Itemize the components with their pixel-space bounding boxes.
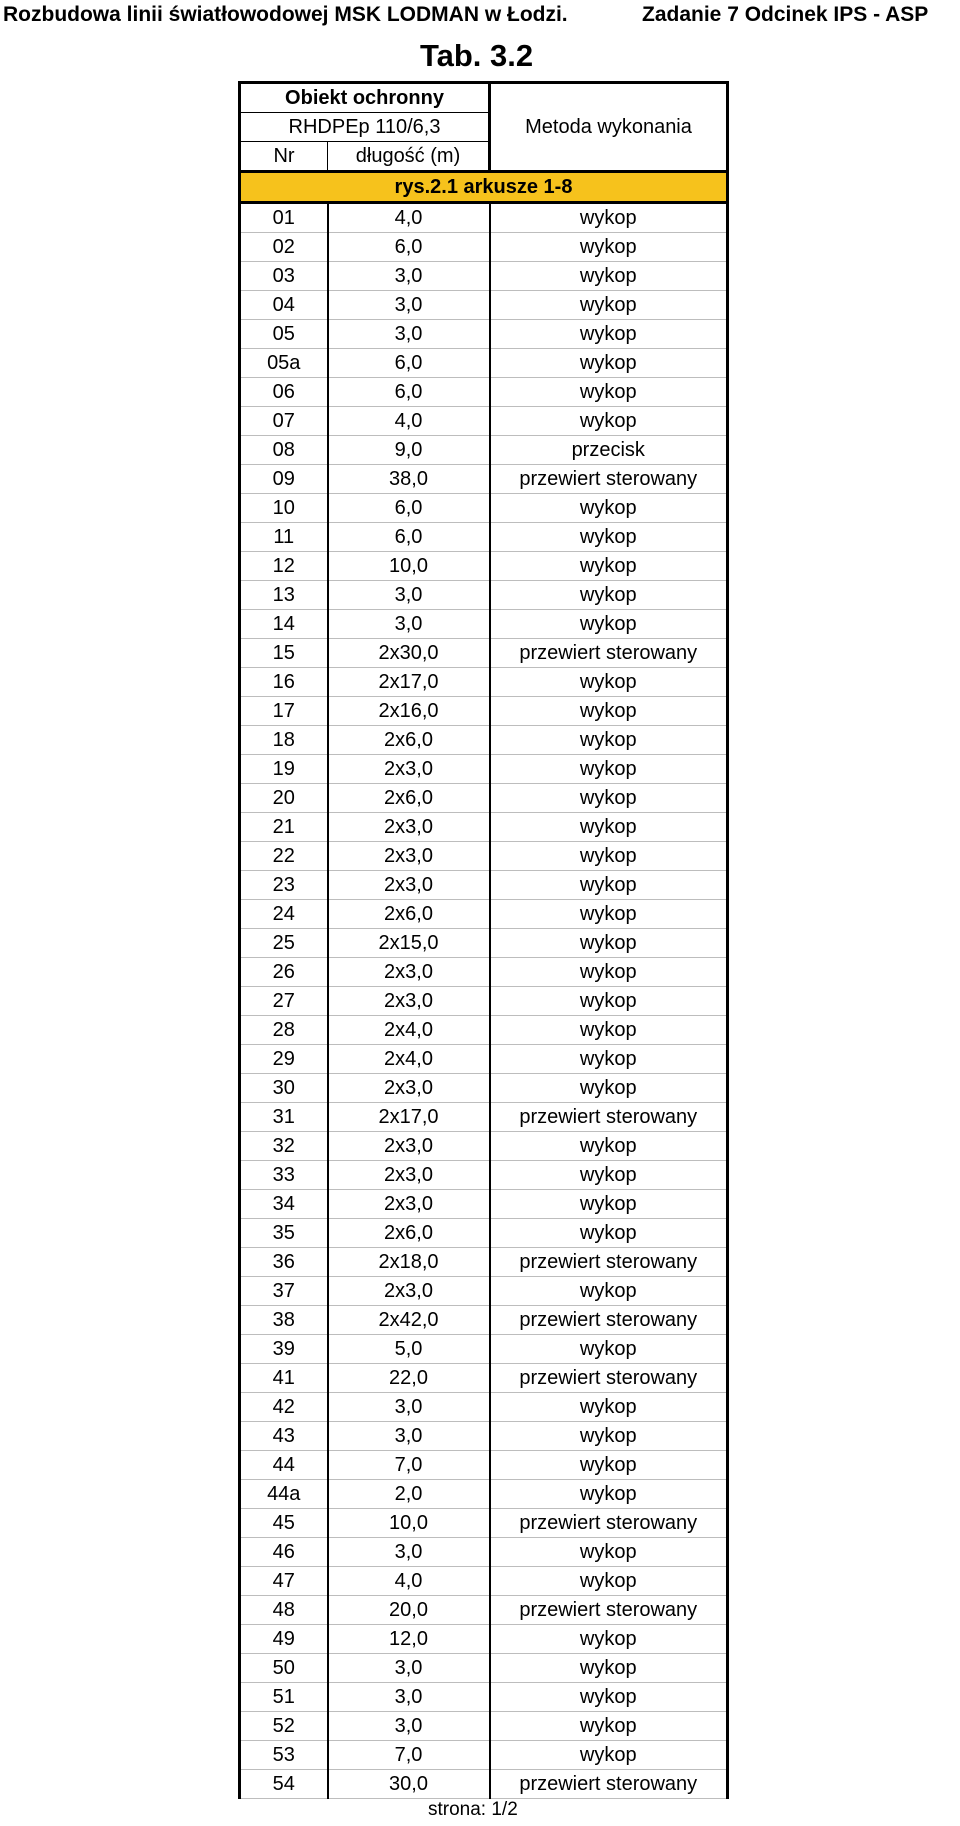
table-row [240, 494, 728, 523]
row-method-cell: wykop [490, 291, 728, 320]
row-length-cell: 4,0 [328, 1567, 490, 1596]
row-length-cell: 3,0 [328, 1422, 490, 1451]
row-method-cell: wykop [490, 1654, 728, 1683]
row-nr-cell: 09 [240, 465, 328, 494]
table-row [240, 784, 728, 813]
table-row [240, 958, 728, 987]
row-length-cell: 6,0 [328, 378, 490, 407]
row-nr-cell: 50 [240, 1654, 328, 1683]
row-length-cell: 3,0 [328, 1683, 490, 1712]
row-nr-cell: 04 [240, 291, 328, 320]
table-row [240, 1625, 728, 1654]
table-row [240, 1480, 728, 1509]
table-row [240, 1335, 728, 1364]
row-nr-cell: 48 [240, 1596, 328, 1625]
protective-objects-table [238, 81, 729, 1799]
row-method-cell: wykop [490, 755, 728, 784]
row-length-cell: 2x30,0 [328, 639, 490, 668]
row-nr-cell: 33 [240, 1161, 328, 1190]
row-method-cell: wykop [490, 1277, 728, 1306]
row-method-cell: wykop [490, 871, 728, 900]
table-row [240, 1509, 728, 1538]
row-length-cell: 10,0 [328, 552, 490, 581]
table-row [240, 1161, 728, 1190]
row-method-cell: wykop [490, 610, 728, 639]
row-nr-cell: 07 [240, 407, 328, 436]
table-row [240, 1277, 728, 1306]
row-method-cell: wykop [490, 1132, 728, 1161]
row-nr-cell: 26 [240, 958, 328, 987]
row-length-cell: 7,0 [328, 1451, 490, 1480]
row-method-cell: wykop [490, 900, 728, 929]
row-nr-cell: 05a [240, 349, 328, 378]
row-method-cell: wykop [490, 726, 728, 755]
row-nr-cell: 13 [240, 581, 328, 610]
table-row [240, 639, 728, 668]
row-nr-cell: 41 [240, 1364, 328, 1393]
row-nr-cell: 46 [240, 1538, 328, 1567]
row-nr-cell: 15 [240, 639, 328, 668]
table-title: Tab. 3.2 [420, 38, 534, 73]
row-nr-cell: 25 [240, 929, 328, 958]
row-length-cell: 38,0 [328, 465, 490, 494]
table-row [240, 233, 728, 262]
row-nr-cell: 45 [240, 1509, 328, 1538]
row-length-cell: 10,0 [328, 1509, 490, 1538]
row-nr-cell: 37 [240, 1277, 328, 1306]
row-length-cell: 6,0 [328, 494, 490, 523]
row-method-cell: przewiert sterowany [490, 1364, 728, 1393]
table-row [240, 1364, 728, 1393]
row-length-cell: 6,0 [328, 233, 490, 262]
row-nr-cell: 35 [240, 1219, 328, 1248]
row-nr-cell: 39 [240, 1335, 328, 1364]
table-row [240, 465, 728, 494]
row-length-cell: 3,0 [328, 1712, 490, 1741]
row-length-cell: 3,0 [328, 262, 490, 291]
row-method-cell: wykop [490, 1567, 728, 1596]
table-row [240, 929, 728, 958]
row-method-cell: wykop [490, 1683, 728, 1712]
row-length-cell: 2x3,0 [328, 1161, 490, 1190]
row-method-cell: wykop [490, 203, 728, 233]
row-nr-cell: 02 [240, 233, 328, 262]
row-length-cell: 30,0 [328, 1770, 490, 1799]
row-method-cell: wykop [490, 1422, 728, 1451]
row-length-cell: 3,0 [328, 1538, 490, 1567]
table-row [240, 668, 728, 697]
row-length-cell: 2x3,0 [328, 813, 490, 842]
row-length-cell: 2x18,0 [328, 1248, 490, 1277]
row-method-cell: wykop [490, 1045, 728, 1074]
row-method-cell: wykop [490, 1161, 728, 1190]
row-nr-cell: 18 [240, 726, 328, 755]
table-row [240, 349, 728, 378]
row-nr-cell: 31 [240, 1103, 328, 1132]
row-method-cell: przewiert sterowany [490, 1248, 728, 1277]
row-method-cell: wykop [490, 552, 728, 581]
table-row [240, 1016, 728, 1045]
row-length-cell: 3,0 [328, 1654, 490, 1683]
table-row [240, 842, 728, 871]
row-nr-cell: 51 [240, 1683, 328, 1712]
row-nr-cell: 20 [240, 784, 328, 813]
row-nr-cell: 29 [240, 1045, 328, 1074]
table-row [240, 610, 728, 639]
row-length-cell: 2x3,0 [328, 871, 490, 900]
row-nr-cell: 53 [240, 1741, 328, 1770]
table-header-row-object [240, 83, 728, 113]
table-row [240, 1306, 728, 1335]
row-method-cell: wykop [490, 262, 728, 291]
page-number: strona: 1/2 [428, 1799, 518, 1820]
row-nr-cell: 30 [240, 1074, 328, 1103]
object-label-cell: Obiekt ochronny [240, 83, 490, 113]
row-method-cell: wykop [490, 784, 728, 813]
row-nr-cell: 21 [240, 813, 328, 842]
row-nr-cell: 03 [240, 262, 328, 291]
row-method-cell: przewiert sterowany [490, 1509, 728, 1538]
row-method-cell: przewiert sterowany [490, 1306, 728, 1335]
row-method-cell: wykop [490, 929, 728, 958]
table-row [240, 1074, 728, 1103]
row-length-cell: 3,0 [328, 610, 490, 639]
row-method-cell: wykop [490, 320, 728, 349]
method-header-cell: Metoda wykonania [490, 83, 728, 172]
row-length-cell: 2x3,0 [328, 1074, 490, 1103]
row-method-cell: wykop [490, 407, 728, 436]
row-nr-cell: 01 [240, 203, 328, 233]
table-row [240, 900, 728, 929]
row-method-cell: wykop [490, 697, 728, 726]
row-method-cell: przewiert sterowany [490, 1103, 728, 1132]
table-row [240, 1654, 728, 1683]
table-row [240, 1219, 728, 1248]
table-row [240, 1103, 728, 1132]
row-length-cell: 9,0 [328, 436, 490, 465]
table-row [240, 1045, 728, 1074]
section-row [240, 172, 728, 203]
row-method-cell: wykop [490, 813, 728, 842]
table-row [240, 1132, 728, 1161]
row-nr-cell: 08 [240, 436, 328, 465]
row-nr-cell: 28 [240, 1016, 328, 1045]
row-method-cell: wykop [490, 349, 728, 378]
row-length-cell: 2x3,0 [328, 987, 490, 1016]
row-method-cell: wykop [490, 494, 728, 523]
row-length-cell: 2x3,0 [328, 958, 490, 987]
row-length-cell: 2x3,0 [328, 1277, 490, 1306]
row-nr-cell: 11 [240, 523, 328, 552]
table-row [240, 1393, 728, 1422]
row-method-cell: wykop [490, 1335, 728, 1364]
row-method-cell: przewiert sterowany [490, 1596, 728, 1625]
row-nr-cell: 38 [240, 1306, 328, 1335]
table-row [240, 407, 728, 436]
row-length-cell: 2x6,0 [328, 1219, 490, 1248]
row-method-cell: wykop [490, 1625, 728, 1654]
table-row [240, 203, 728, 233]
table-row [240, 523, 728, 552]
table-row [240, 1422, 728, 1451]
row-method-cell: przecisk [490, 436, 728, 465]
row-method-cell: wykop [490, 842, 728, 871]
row-nr-cell: 34 [240, 1190, 328, 1219]
row-length-cell: 3,0 [328, 581, 490, 610]
table-row [240, 987, 728, 1016]
row-method-cell: wykop [490, 1393, 728, 1422]
row-length-cell: 2x42,0 [328, 1306, 490, 1335]
row-length-cell: 2x3,0 [328, 842, 490, 871]
row-length-cell: 2x17,0 [328, 668, 490, 697]
table-row [240, 1451, 728, 1480]
table-row [240, 378, 728, 407]
table-row [240, 1190, 728, 1219]
row-length-cell: 4,0 [328, 203, 490, 233]
row-nr-cell: 54 [240, 1770, 328, 1799]
document-header [0, 0, 960, 30]
row-method-cell: wykop [490, 1538, 728, 1567]
row-length-cell: 3,0 [328, 1393, 490, 1422]
row-length-cell: 2x17,0 [328, 1103, 490, 1132]
row-method-cell: przewiert sterowany [490, 639, 728, 668]
section-label-cell: rys.2.1 arkusze 1-8 [240, 172, 728, 203]
row-nr-cell: 47 [240, 1567, 328, 1596]
row-nr-cell: 44 [240, 1451, 328, 1480]
row-nr-cell: 52 [240, 1712, 328, 1741]
row-method-cell: wykop [490, 523, 728, 552]
table-row [240, 436, 728, 465]
row-method-cell: przewiert sterowany [490, 465, 728, 494]
row-nr-cell: 36 [240, 1248, 328, 1277]
row-nr-cell: 32 [240, 1132, 328, 1161]
table-row [240, 726, 728, 755]
row-method-cell: wykop [490, 581, 728, 610]
table-row [240, 320, 728, 349]
row-length-cell: 3,0 [328, 320, 490, 349]
row-nr-cell: 16 [240, 668, 328, 697]
row-nr-cell: 05 [240, 320, 328, 349]
row-nr-cell: 17 [240, 697, 328, 726]
row-length-cell: 3,0 [328, 291, 490, 320]
pipe-label-cell: RHDPEp 110/6,3 [240, 113, 490, 142]
row-method-cell: wykop [490, 1480, 728, 1509]
row-length-cell: 5,0 [328, 1335, 490, 1364]
row-method-cell: przewiert sterowany [490, 1770, 728, 1799]
row-length-cell: 6,0 [328, 523, 490, 552]
row-length-cell: 2x3,0 [328, 1132, 490, 1161]
row-nr-cell: 22 [240, 842, 328, 871]
row-length-cell: 2x3,0 [328, 755, 490, 784]
row-method-cell: wykop [490, 1219, 728, 1248]
row-length-cell: 2x3,0 [328, 1190, 490, 1219]
row-nr-cell: 24 [240, 900, 328, 929]
table-row [240, 262, 728, 291]
table-row [240, 291, 728, 320]
row-length-cell: 2x6,0 [328, 900, 490, 929]
table-row [240, 1538, 728, 1567]
table-row [240, 1770, 728, 1799]
row-nr-cell: 14 [240, 610, 328, 639]
table-row [240, 552, 728, 581]
row-length-cell: 20,0 [328, 1596, 490, 1625]
row-length-cell: 2,0 [328, 1480, 490, 1509]
row-length-cell: 12,0 [328, 1625, 490, 1654]
row-nr-cell: 23 [240, 871, 328, 900]
row-nr-cell: 19 [240, 755, 328, 784]
row-method-cell: wykop [490, 378, 728, 407]
table-row [240, 813, 728, 842]
row-method-cell: wykop [490, 987, 728, 1016]
table-row [240, 1712, 728, 1741]
row-nr-cell: 06 [240, 378, 328, 407]
row-length-cell: 2x6,0 [328, 726, 490, 755]
row-nr-cell: 10 [240, 494, 328, 523]
row-method-cell: wykop [490, 1074, 728, 1103]
row-method-cell: wykop [490, 1016, 728, 1045]
row-nr-cell: 49 [240, 1625, 328, 1654]
table-row [240, 755, 728, 784]
table-row [240, 581, 728, 610]
table-row [240, 1741, 728, 1770]
length-header-cell: długość (m) [328, 142, 490, 172]
row-length-cell: 2x4,0 [328, 1045, 490, 1074]
row-length-cell: 2x4,0 [328, 1016, 490, 1045]
table-row [240, 1683, 728, 1712]
row-method-cell: wykop [490, 1190, 728, 1219]
header-title-right: Zadanie 7 Odcinek IPS - ASP [642, 3, 929, 26]
row-method-cell: wykop [490, 1712, 728, 1741]
table-row [240, 1596, 728, 1625]
row-length-cell: 2x6,0 [328, 784, 490, 813]
row-nr-cell: 27 [240, 987, 328, 1016]
row-method-cell: wykop [490, 1741, 728, 1770]
row-length-cell: 7,0 [328, 1741, 490, 1770]
row-nr-cell: 42 [240, 1393, 328, 1422]
row-length-cell: 2x15,0 [328, 929, 490, 958]
row-nr-cell: 43 [240, 1422, 328, 1451]
row-nr-cell: 12 [240, 552, 328, 581]
row-nr-cell: 44a [240, 1480, 328, 1509]
table-row [240, 871, 728, 900]
table-row [240, 1248, 728, 1277]
header-title-left: Rozbudowa linii światłowodowej MSK LODMAN w Łodzi. [3, 3, 568, 26]
row-method-cell: wykop [490, 233, 728, 262]
nr-header-cell: Nr [240, 142, 328, 172]
table-row [240, 697, 728, 726]
row-length-cell: 2x16,0 [328, 697, 490, 726]
row-length-cell: 22,0 [328, 1364, 490, 1393]
row-length-cell: 6,0 [328, 349, 490, 378]
row-length-cell: 4,0 [328, 407, 490, 436]
row-method-cell: wykop [490, 958, 728, 987]
table-row [240, 1567, 728, 1596]
row-method-cell: wykop [490, 1451, 728, 1480]
row-method-cell: wykop [490, 668, 728, 697]
